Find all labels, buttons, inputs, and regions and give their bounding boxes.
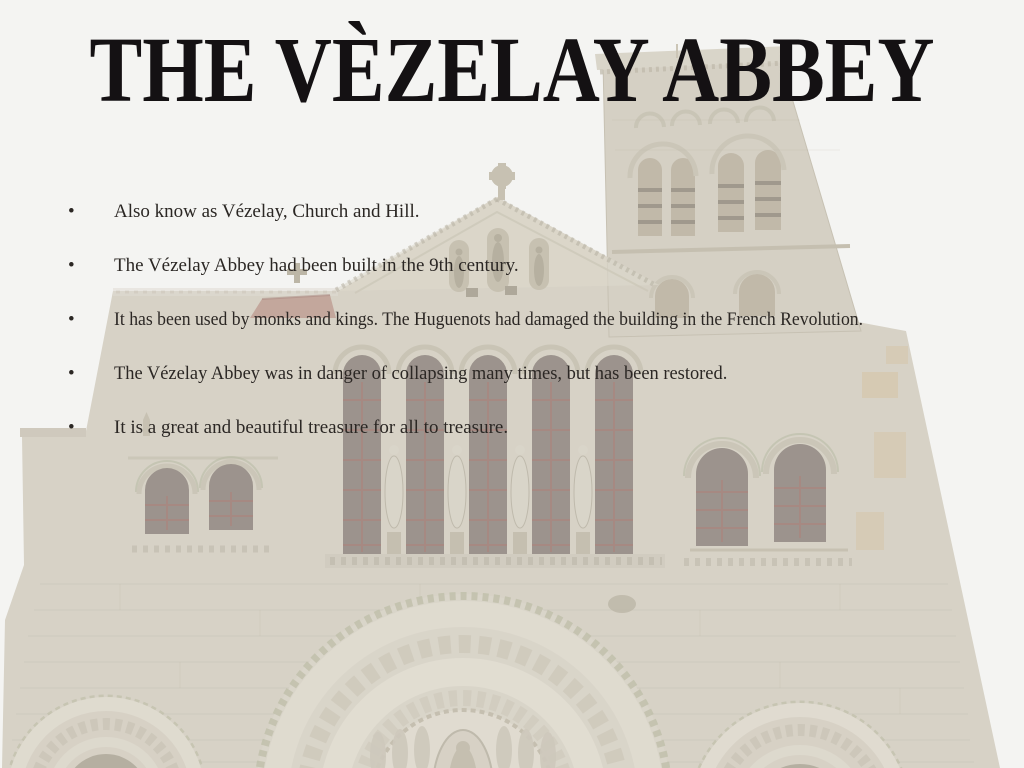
bullet-marker: • xyxy=(68,417,75,438)
slide-title: THE VÈZELAY ABBEY xyxy=(89,19,935,122)
bullet-marker: • xyxy=(68,309,75,330)
bullet-item xyxy=(68,256,919,275)
bullet-item xyxy=(68,310,919,329)
bullet-text: It is a great and beautiful treasure for all to treasure. xyxy=(114,417,509,438)
bullet-text: The Vézelay Abbey had been built in the 9th century. xyxy=(114,255,519,276)
bullet-list xyxy=(68,202,919,472)
bullet-marker: • xyxy=(68,255,75,276)
bullet-marker: • xyxy=(68,201,75,222)
bullet-text: The Vézelay Abbey was in danger of collapsing many times, but has been restored. xyxy=(114,363,728,384)
bullet-item xyxy=(68,202,919,221)
bullet-marker: • xyxy=(68,363,75,384)
bullet-text: Also know as Vézelay, Church and Hill. xyxy=(114,201,420,222)
bullet-item xyxy=(68,418,919,437)
bullet-text: It has been used by monks and kings. The Huguenots had damaged the building in the French Revolution. xyxy=(114,309,864,330)
bullet-item xyxy=(68,364,919,383)
